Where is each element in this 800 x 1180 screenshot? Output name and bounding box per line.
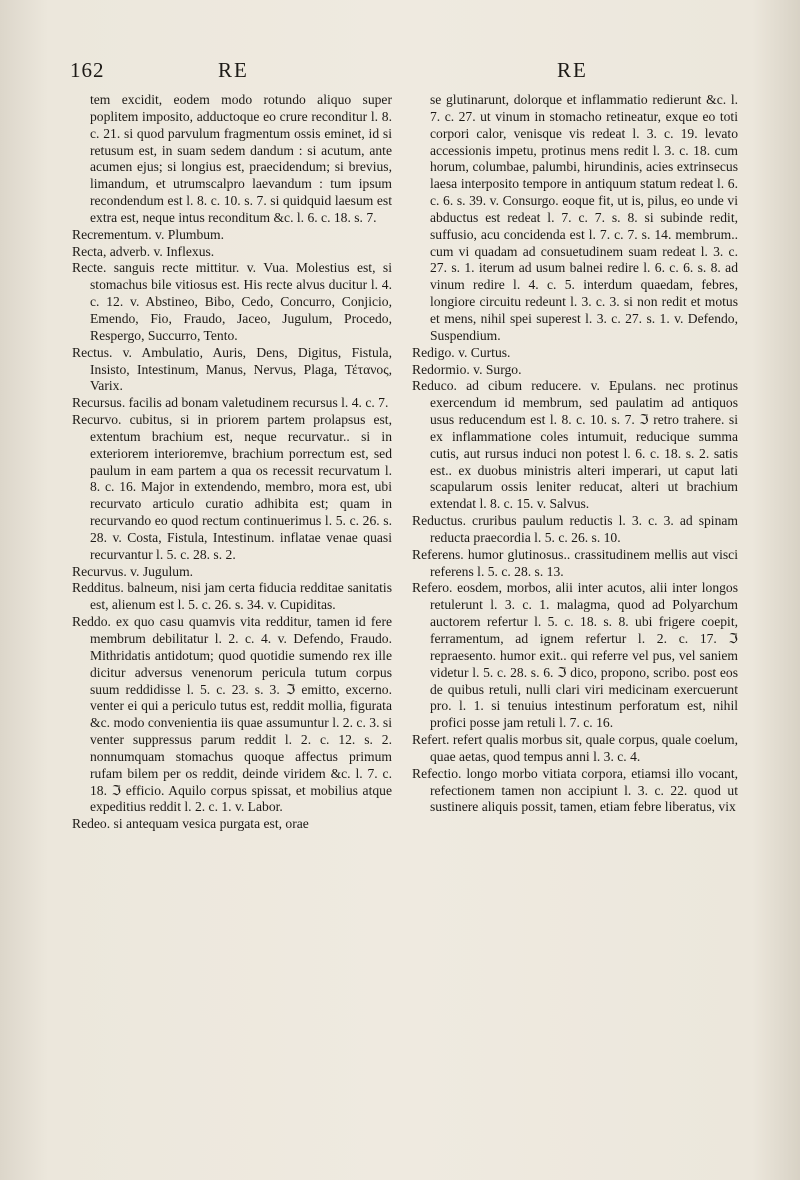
page-header xyxy=(0,56,800,86)
entry-redormio: Redormio. v. Surgo. xyxy=(412,361,522,377)
entry-continuation: tem excidit, eodem modo rotundo aliquo super poplitem imposito, adductoque eo crure reconditur l. 8. c. 21. si quod parvulum fragmentum ossis eminet, id si retusum est, in suam sedem dandum : si acutum, ante acumen ejus; si longius est, praecidendum; si brevius, limandum, et utrumscalpro laevandum : tum ipsum recondendum est l. 8. c. 10. s. 7. si quidquid laesum est extra est, neque intus reconditum &c. l. 6. c. 18. s. 7. xyxy=(90,92,392,225)
entry-refero: Refero. eosdem, morbos, alii inter acutos, alii inter longos retulerunt l. 3. c. 1. malagma, quod ad Polyarchum auctorem refertur l. 5. c. 18. s. 8. ubi frigere coepit, ferramentum, ad ignem refertur l. 2. c. 17. ℑ repraesento. humor exit.. qui referre vel pus, vel saniem videtur l. 5. c. 28. s. 6. ℑ dico, propono, scribo. post eos de quibus retuli, nulli clari viri medicinam exercuerunt pro. l. 1. si tenuius intestinum perforatum est, nihil profici posse jam retuli l. 7. c. 16. xyxy=(412,580,738,731)
entry-recta: Recta, adverb. v. Inflexus. xyxy=(72,243,215,259)
entry-reduco: Reduco. ad cibum reducere. v. Epulans. nec protinus exercendum id membrum, sed paulatim ad antiquos usus reducendum est l. 8. c. 10. s. 7. ℑ retro trahere. si ex inflammatione coles intumuit, reducique summa cutis, aut rursus induci non potest l. 6. c. 18. s. 2. satis est.. ex duobus ministris alteri imperari, ut caput lati scapularum ossis leniter reducat, alteri ut brachium extendat l. 8. c. 15. v. Salvus. xyxy=(412,378,738,512)
entry-redeo-continued: se glutinarunt, dolorque et inflammatio redierunt &c. l. 7. c. 27. ut vinum in stomacho retineatur, exque eo toti corpori calor, venisque vis redeat l. 3. c. 19. levato accessionis impetu, protinus mens redit l. 3. c. 18. cum horum, columbae, palumbi, hirundinis, acies extrinsecus laesa interposito tempore in antiquum statum redeat l. 6. c. 6. s. 39. v. Consurgo. eoque fit, ut is, pilus, eo unde vi abductus est redeat l. 7. c. 7. s. 8. si subinde redit, suffusio, acu concidenda est l. 7. c. 7. s. 14. membrum.. cum vi quadam ad consuetudinem suam redeat l. 3. c. 27. s. 1. iterum ad usum balnei redire l. 6. c. 6. s. 8. ad vinum redire l. 4. c. 5. interdum quaedam, febres, longiore circuitu redeunt l. 3. c. 3. si non redit et motus et mens, nihil spei superest l. 3. c. 27. s. 1. v. Defendo, Suspendium. xyxy=(430,92,738,343)
entry-reductus: Reductus. cruribus paulum reductis l. 3. c. 3. ad spinam reducta praecordia l. 5. c. 26. s. 10. xyxy=(412,513,738,545)
right-column xyxy=(412,92,738,816)
entry-redigo: Redigo. v. Curtus. xyxy=(412,344,511,360)
entry-referens: Referens. humor glutinosus.. crassitudinem mellis aut visci referens l. 5. c. 28. s. 13. xyxy=(412,546,738,579)
entry-recursus: Recursus. facilis ad bonam valetudinem recursus l. 4. c. 7. xyxy=(72,395,389,411)
running-head-right: RE xyxy=(557,58,588,82)
entry-redditus: Redditus. balneum, nisi jam certa fiducia redditae sanitatis est, alienum est l. 5. c. 26. s. 34. v. Cupiditas. xyxy=(72,580,392,613)
entry-recurvus: Recurvus. v. Jugulum. xyxy=(72,563,194,579)
entry-recte: Recte. sanguis recte mittitur. v. Vua. Molestius est, si stomachus bile vitiosus est. His recte alvus ducitur l. 4. c. 12. v. Abstineo, Bibo, Cedo, Concurro, Conjicio, Emendo, Fio, Fraudo, Jaceo, Jugulum, Procedo, Respergo, Succurro, Tento. xyxy=(72,260,392,343)
entry-refert: Refert. refert qualis morbus sit, quale corpus, quale coelum, quae aetas, quod tempus anni l. 3. c. 4. xyxy=(412,732,738,764)
entry-recurvo: Recurvo. cubitus, si in priorem partem prolapsus est, extentum brachium est, neque recurvatur.. si in exteriorem interioremve, brachium porrectum est, sed paulum in eam partem a qua os recessit recurvatum l. 8. c. 16. Major in extendendo, membro, mora est, ubi recurvato articulo curatio adhibita est; quam in recurvando eo quod rectum continuerimus l. 5. c. 26. s. 28. v. Costa, Fistula, Intestinum. inflatae venae quasi recurvantur l. 5. c. 28. s. 2. xyxy=(72,412,392,562)
entry-recrementum: Recrementum. v. Plumbum. xyxy=(72,226,225,242)
left-column xyxy=(72,92,392,833)
entry-refectio: Refectio. longo morbo vitiata corpora, etiamsi illo vocant, refectionem tamen non accipiunt l. 3. c. 22. quod ut sustinere aliquis possit, tamen, etiam febre liberatus, vix xyxy=(412,765,738,815)
running-head-left: RE xyxy=(218,58,249,82)
entry-rectus: Rectus. v. Ambulatio, Auris, Dens, Digitus, Fistula, Insisto, Intestinum, Manus, Nervus, Plaga, Τέτανος, Varix. xyxy=(72,344,392,394)
page-number: 162 xyxy=(70,58,105,82)
entry-redeo: Redeo. si antequam vesica purgata est, orae xyxy=(72,816,309,832)
entry-reddo: Reddo. ex quo casu quamvis vita redditur, tamen id fere membrum debilitatur l. 2. c. 4. v. Defendo, Fraudo. Mithridatis antidotum; quod quotidie sumendo rex ille dicitur adversus venenorum pericula tutum corpus suum reddidisse l. 5. c. 23. s. 3. ℑ emitto, excerno. venter ei qui a periculo tutus est, reddit mollia, figurata &c. modo convenientia iis quae assumuntur l. 2. c. 3. si venter suppressus parum reddit l. 2. c. 12. s. 2. nonnumquam stomachus quoque affectus primum rufam bilem per os reddit, deinde viridem &c. l. 7. c. 18. ℑ efficio. Aquilo corpus spissat, et mobilius atque expeditius reddit l. 2. c. 1. v. Labor. xyxy=(72,614,392,815)
